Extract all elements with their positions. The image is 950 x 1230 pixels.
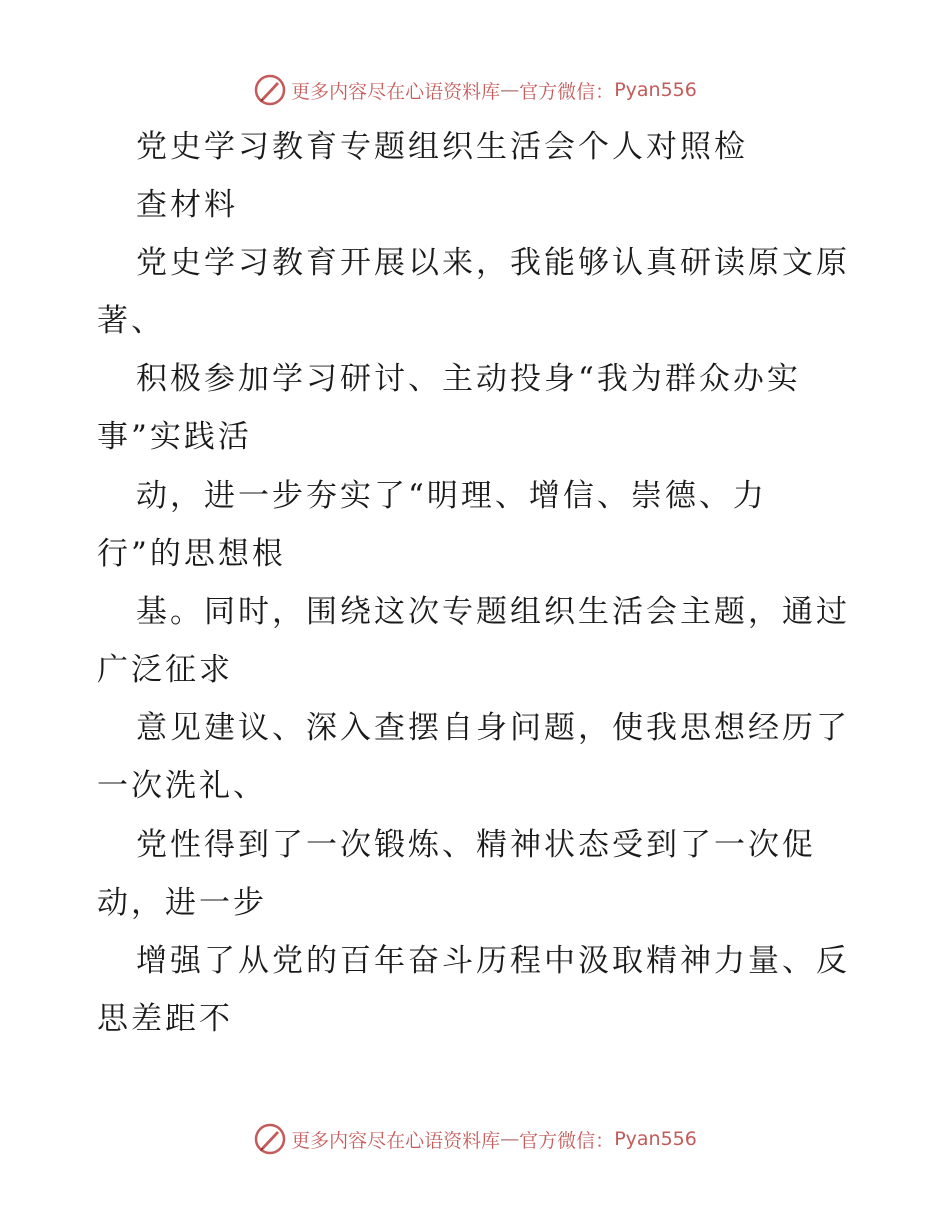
watermark-id: Pyan556 [614,1128,697,1150]
paragraph-line: 积极参加学习研讨、主动投身“我为群众办实 [136,361,801,397]
title-line-1: 党史学习教育专题组织生活会个人对照检 [136,129,748,165]
footer-watermark [0,1119,950,1159]
watermark-text: 更多内容尽在心语资料库 [291,80,501,103]
paragraph-line: 一次洗礼、 [97,768,267,804]
paragraph-line: 基。同时，围绕这次专题组织生活会主题，通过 [136,594,850,630]
watermark-suffix: 官方微信： [519,80,615,103]
quill-logo-icon [253,73,287,107]
paragraph-line: 广泛征求 [97,652,233,688]
paragraph-line: 动，进一步 [97,885,267,921]
watermark-separator: — [500,79,520,101]
watermark-suffix: 官方微信： [519,1129,615,1152]
paragraph-line: 行”的思想根 [97,536,286,572]
watermark-separator: — [500,1128,520,1150]
quill-logo-icon [253,1122,287,1156]
paragraph-line: 意见建议、深入查摆自身问题，使我思想经历了 [136,710,850,746]
title-line-2: 查材料 [136,187,238,223]
watermark-id: Pyan556 [614,79,697,101]
paragraph-line: 增强了从党的百年奋斗历程中汲取精神力量、反 [136,943,850,979]
paragraph-line: 党史学习教育开展以来，我能够认真研读原文原 [136,245,850,281]
watermark-text: 更多内容尽在心语资料库 [291,1129,501,1152]
header-watermark [0,70,950,110]
paragraph-line: 党性得到了一次锻炼、精神状态受到了一次促 [136,827,816,863]
paragraph-line: 动，进一步夯实了“明理、增信、崇德、力 [136,478,767,514]
paragraph-line: 著、 [97,303,165,339]
paragraph-line: 事”实践活 [97,419,252,455]
paragraph-line: 思差距不 [97,1001,233,1037]
